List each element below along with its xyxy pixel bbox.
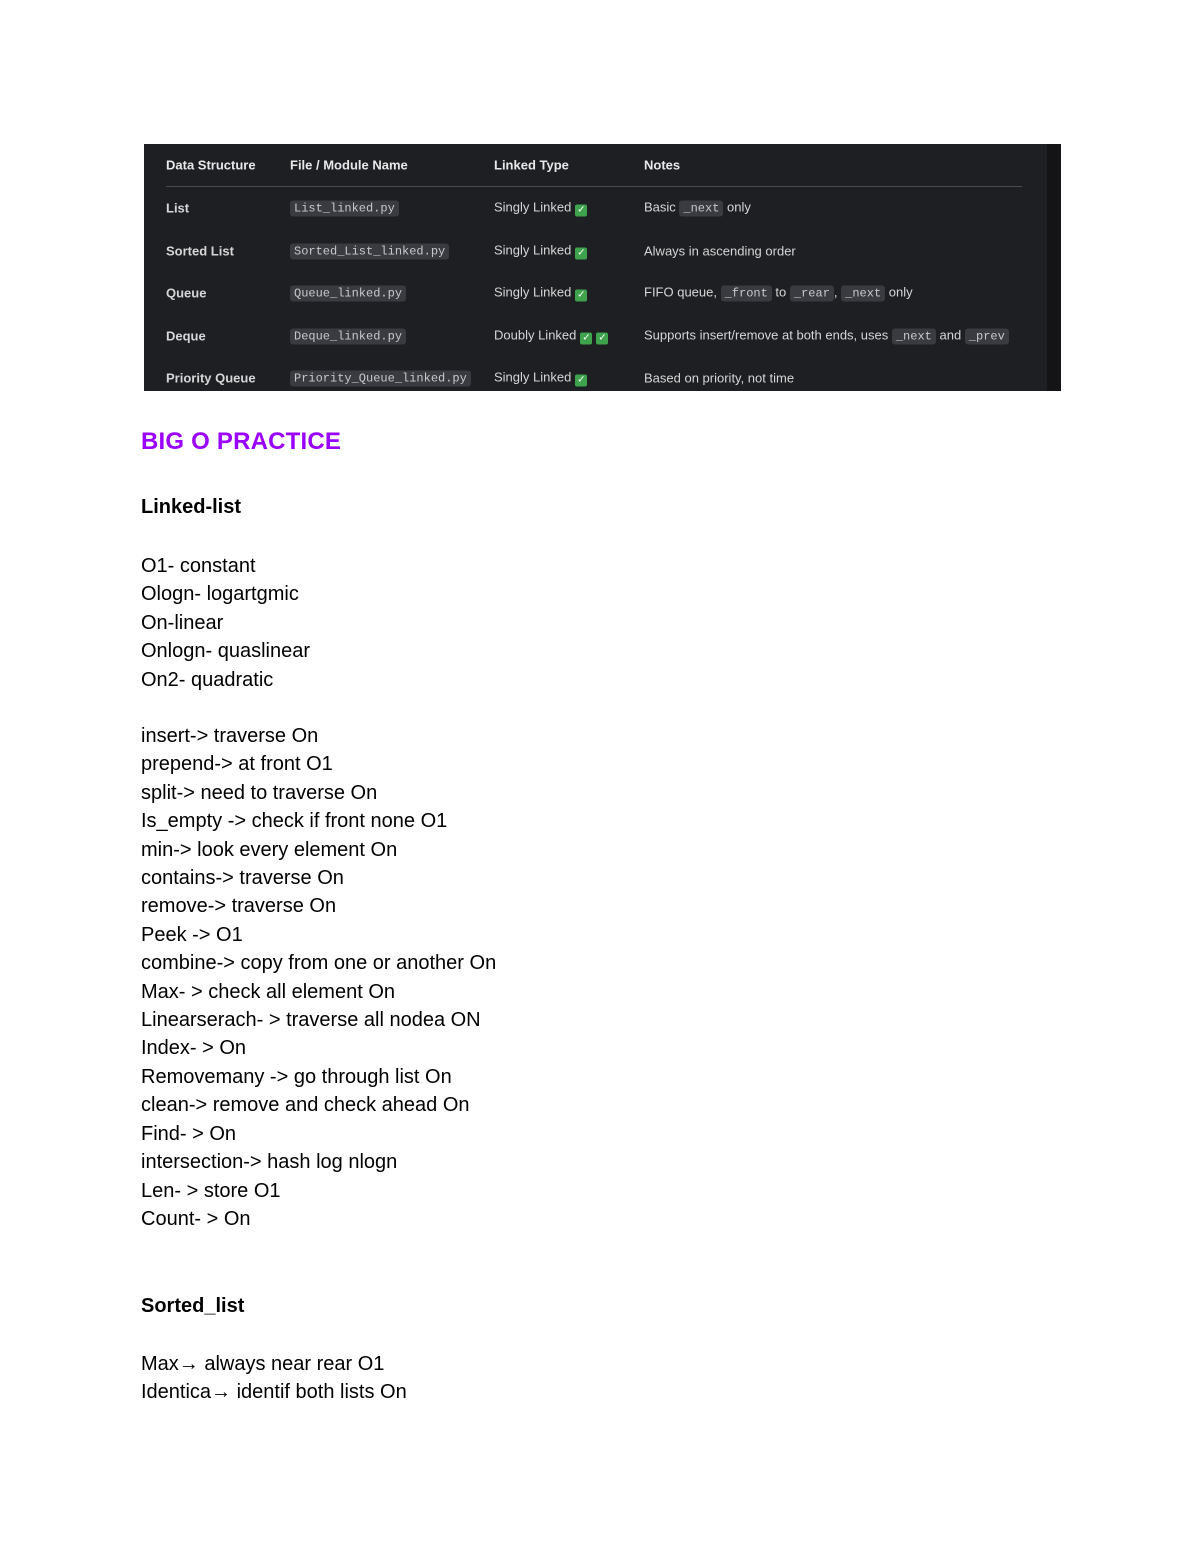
check-mark-icon: ✓: [582, 332, 591, 344]
file-name-code: Deque_linked.py: [290, 328, 406, 344]
notes-cell: [644, 327, 1009, 344]
method-line: Max→ always near rear O1: [141, 1353, 385, 1375]
table-row: [166, 230, 1022, 273]
file-cell: [290, 370, 471, 387]
method-line: Len- > store O1: [141, 1179, 281, 1202]
notes-text: and: [935, 327, 965, 343]
method-line: Max- > check all element On: [141, 980, 395, 1003]
table-row: [166, 315, 1022, 358]
file-cell: [290, 285, 406, 302]
notes-code: _next: [841, 286, 885, 302]
method-line: min-> look every element On: [141, 838, 398, 861]
method-line: Linearserach- > traverse all nodea ON: [141, 1009, 481, 1032]
file-name-code: Sorted_List_linked.py: [290, 243, 449, 259]
method-line: insert-> traverse On: [141, 725, 319, 747]
method-line: split-> need to traverse On: [141, 781, 378, 804]
file-name-code: Priority_Queue_linked.py: [290, 371, 471, 387]
file-name-code: List_linked.py: [290, 201, 399, 217]
check-mark-icon: ✓: [577, 374, 586, 386]
method-line: Count- > On: [141, 1207, 251, 1230]
method-line: combine-> copy from one or another On: [141, 952, 497, 975]
notes-code: _prev: [965, 328, 1009, 344]
linked-list-title: Linked-list: [141, 496, 242, 518]
method-line: Removemany -> go through list On: [141, 1065, 452, 1088]
complexity-line: Ologn- logartgmic: [141, 583, 299, 606]
method-line: intersection-> hash log nlogn: [141, 1151, 398, 1174]
check-mark-icon: ✓: [577, 247, 586, 259]
complexity-line: Onlogn- quaslinear: [141, 640, 310, 663]
linked-type-cell: [494, 242, 587, 259]
notes-code: _next: [679, 201, 723, 217]
data-structures-table: [166, 144, 1022, 400]
method-line: contains-> traverse On: [141, 867, 344, 890]
complexity-list: [141, 552, 310, 694]
check-mark-icon: ✓: [577, 204, 586, 216]
method-line: Find- > On: [141, 1122, 237, 1145]
method-line: prepend-> at front O1: [141, 753, 333, 776]
linked-list-methods: [141, 722, 496, 1233]
file-name-code: Queue_linked.py: [290, 286, 406, 302]
notes-text: ,: [833, 284, 842, 300]
method-line: Peek -> O1: [141, 923, 243, 946]
linked-type-label: Singly Linked: [494, 242, 572, 258]
notes-text: only: [723, 199, 751, 215]
notes-text: Basic: [644, 199, 680, 215]
linked-type-cell: [494, 285, 587, 302]
structure-cell: Sorted List: [166, 243, 234, 259]
notes-cell: [644, 243, 796, 258]
header-data-structure: Data Structure: [166, 157, 256, 173]
table-row: [166, 187, 1022, 230]
header-file-module-name: File / Module Name: [290, 157, 408, 173]
linked-type-label: Singly Linked: [494, 369, 572, 385]
table-row: [166, 272, 1022, 315]
table-header-row: [166, 144, 1022, 187]
sorted-list-title: Sorted_list: [141, 1295, 245, 1317]
structure-cell: Deque: [166, 328, 206, 344]
notes-text: Always in ascending order: [644, 243, 796, 259]
file-cell: [290, 327, 406, 344]
complexity-line: On-linear: [141, 611, 224, 634]
sorted-list-methods: [141, 1350, 407, 1407]
notes-cell: [644, 285, 913, 302]
notes-code: _next: [892, 328, 936, 344]
notes-text: Supports insert/remove at both ends, uses: [644, 327, 892, 343]
file-cell: [290, 242, 449, 259]
linked-type-label: Doubly Linked: [494, 327, 577, 343]
method-line: Index- > On: [141, 1037, 247, 1060]
check-mark-icon: ✓: [577, 289, 586, 301]
check-mark-icon: ✓: [598, 332, 607, 344]
structure-cell: Priority Queue: [166, 370, 256, 386]
data-structures-table-image: [144, 144, 1061, 391]
linked-type-cell: [494, 370, 587, 387]
linked-type-label: Singly Linked: [494, 284, 572, 300]
page-heading: BIG O PRACTICE: [141, 428, 342, 455]
file-cell: [290, 200, 399, 217]
scrollbar: [1047, 144, 1061, 391]
method-line: remove-> traverse On: [141, 895, 337, 918]
table-body: [166, 187, 1022, 400]
notes-text: Based on priority, not time: [644, 370, 795, 386]
linked-type-cell: [494, 200, 587, 217]
linked-type-cell: [494, 327, 608, 344]
method-line: Is_empty -> check if front none O1: [141, 810, 448, 833]
notes-cell: [644, 200, 751, 217]
header-notes: Notes: [644, 157, 681, 173]
complexity-line: O1- constant: [141, 555, 256, 577]
structure-cell: List: [166, 200, 190, 216]
structure-cell: Queue: [166, 285, 207, 301]
linked-type-label: Singly Linked: [494, 199, 572, 215]
notes-code: _front: [721, 286, 772, 302]
table-row: [166, 357, 1022, 400]
notes-text: FIFO queue,: [644, 284, 721, 300]
notes-code: _rear: [790, 286, 834, 302]
header-linked-type: Linked Type: [494, 157, 569, 173]
method-line: Identica→ identif both lists On: [141, 1381, 407, 1404]
method-line: clean-> remove and check ahead On: [141, 1094, 470, 1117]
notes-text: only: [885, 284, 913, 300]
complexity-line: On2- quadratic: [141, 668, 274, 691]
notes-text: to: [771, 284, 790, 300]
notes-cell: [644, 371, 794, 386]
